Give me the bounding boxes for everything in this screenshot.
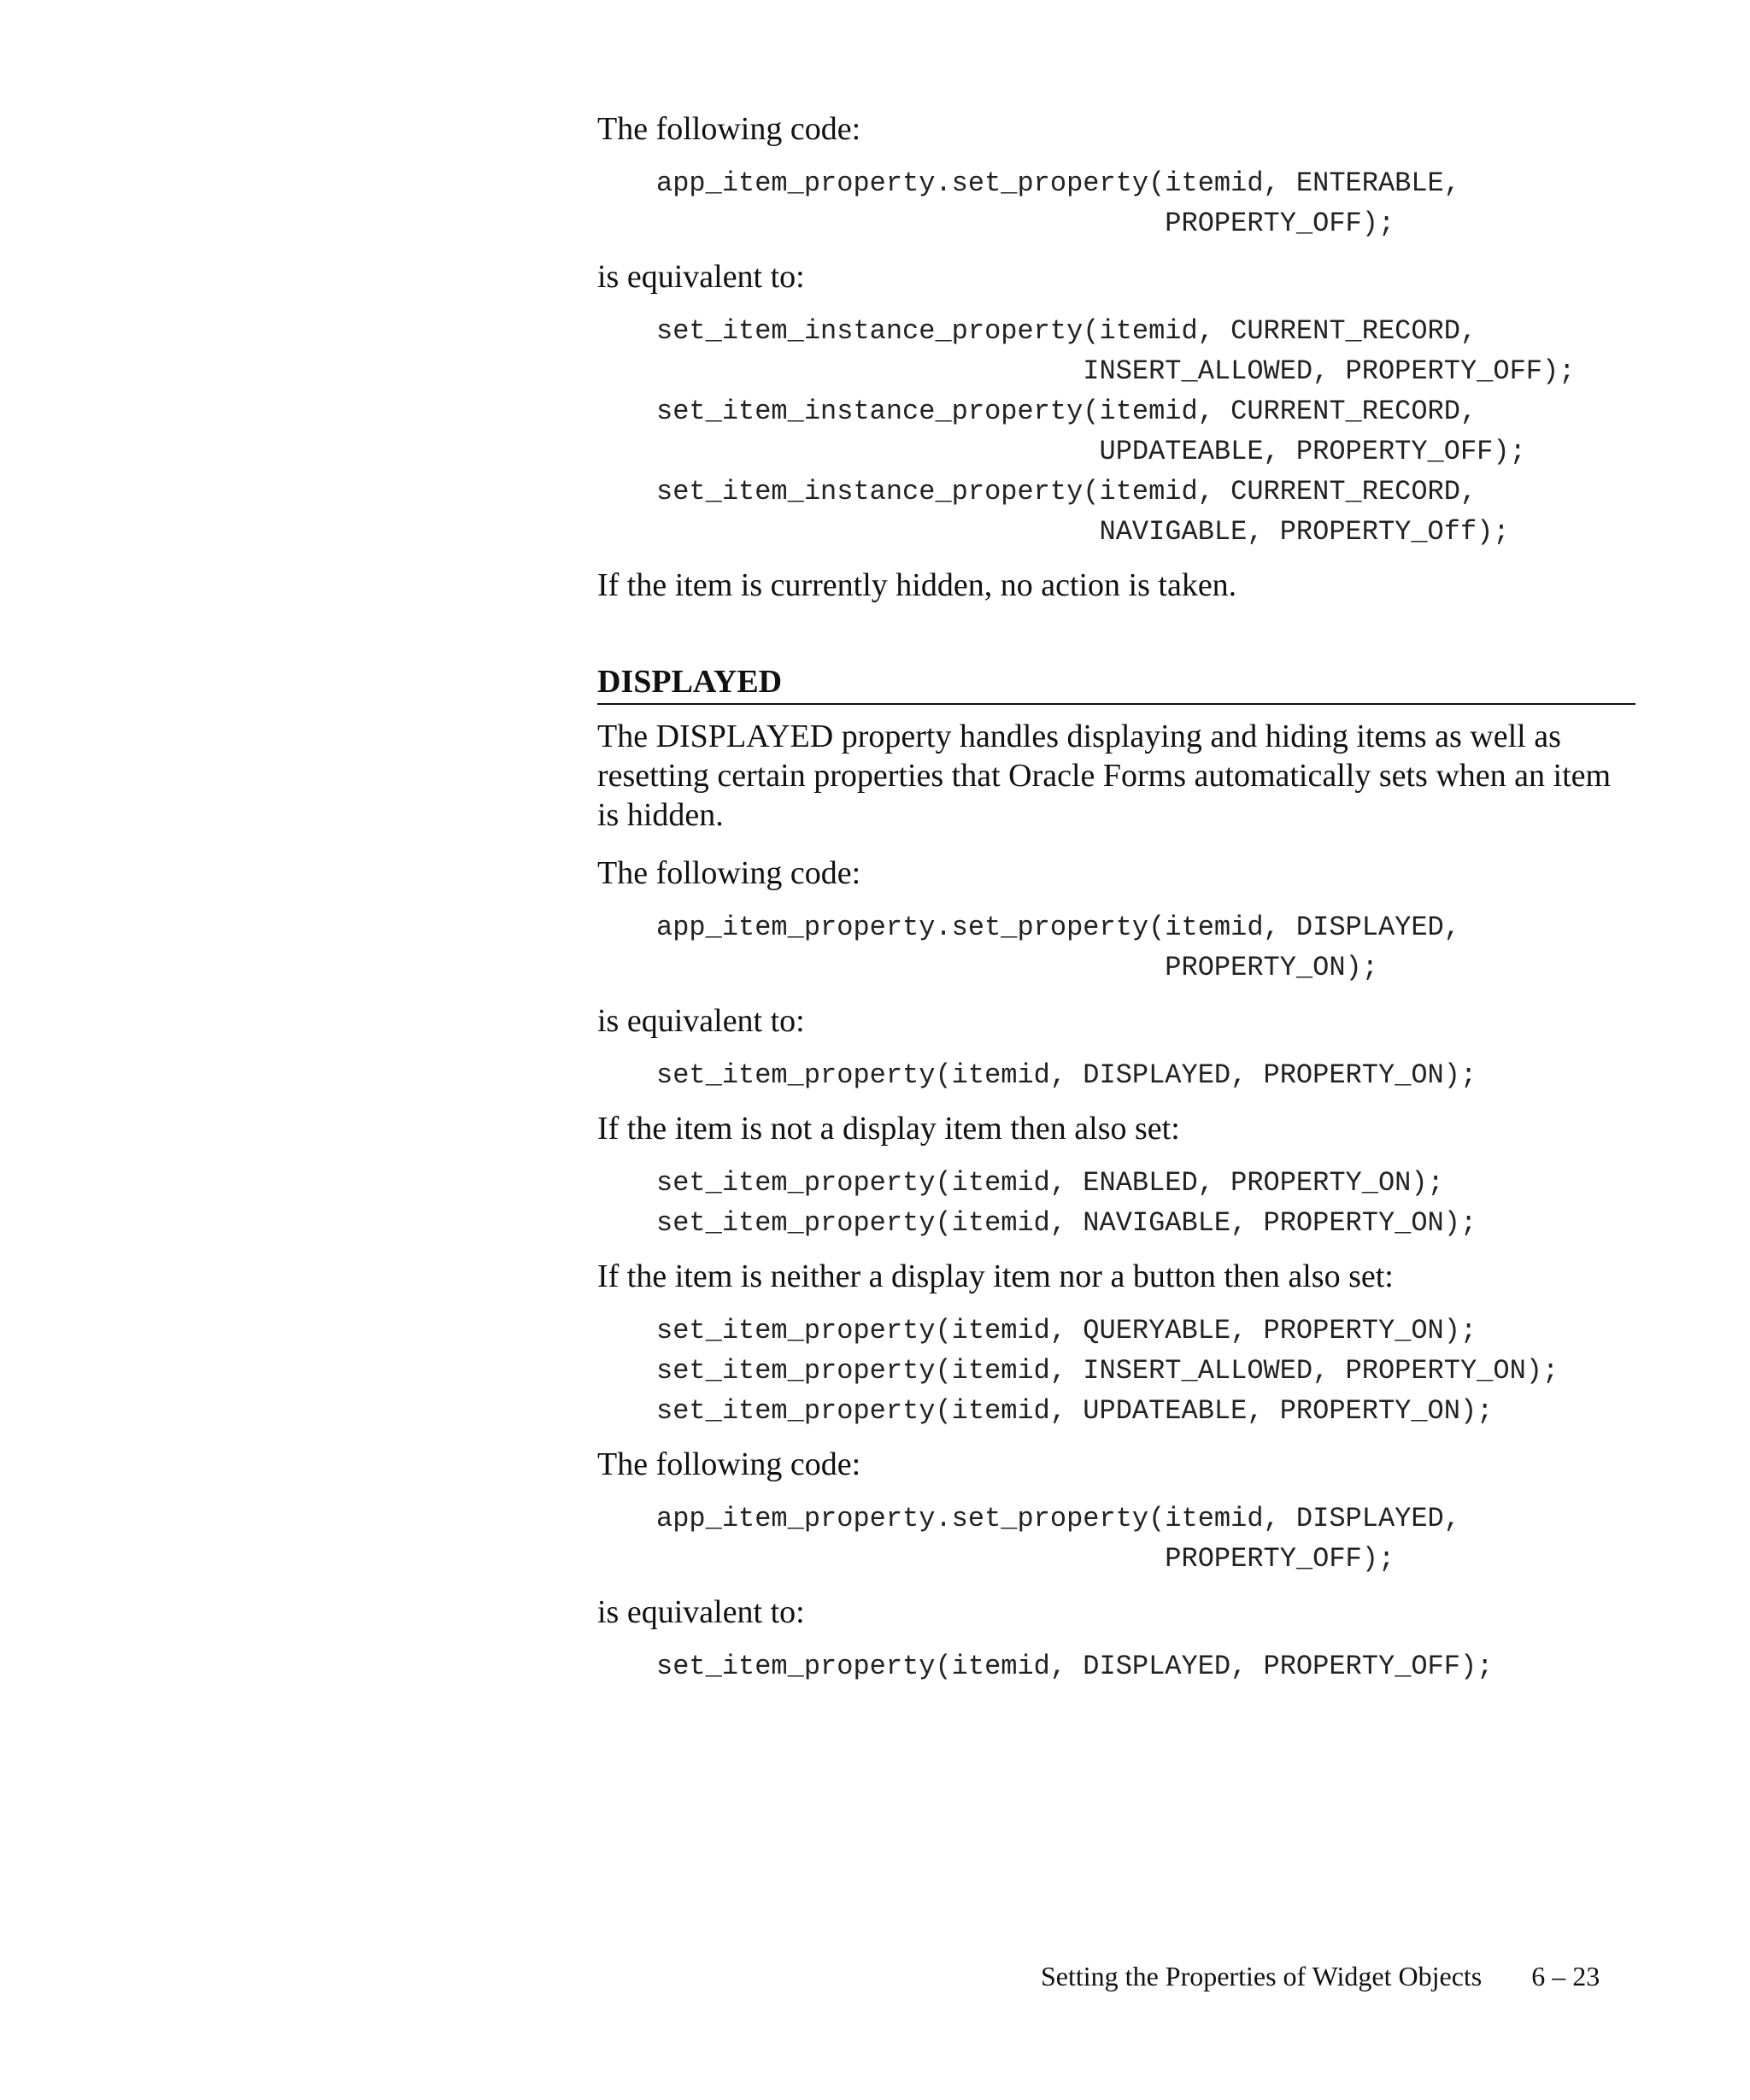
paragraph: The DISPLAYED property handles displaying and hiding items as well as resetting certain properties that Oracle Forms automatically sets when an item is hidden. — [597, 719, 1612, 833]
code-block: app_item_property.set_property(itemid, DISPLAYED, PROPERTY_ON); — [656, 912, 1460, 983]
paragraph: The following code: — [597, 111, 861, 147]
page-content — [597, 96, 1635, 1686]
section-heading: DISPLAYED — [597, 662, 1635, 705]
paragraph: If the item is currently hidden, no action is taken. — [597, 567, 1237, 603]
paragraph: If the item is not a display item then also set: — [597, 1111, 1180, 1147]
paragraph: If the item is neither a display item nor a button then also set: — [597, 1258, 1394, 1294]
code-block: set_item_property(itemid, DISPLAYED, PROPERTY_ON); — [656, 1059, 1477, 1091]
page-number: 6 – 23 — [1531, 1961, 1600, 1991]
footer-chapter-title: Setting the Properties of Widget Objects — [1041, 1961, 1483, 1991]
paragraph: is equivalent to: — [597, 1003, 805, 1039]
code-block: set_item_property(itemid, DISPLAYED, PROPERTY_OFF); — [656, 1651, 1494, 1682]
paragraph: is equivalent to: — [597, 259, 805, 295]
code-block: set_item_property(itemid, ENABLED, PROPERTY_ON); set_item_property(itemid, NAVIGABLE, PROPERTY_ON); — [656, 1167, 1477, 1239]
code-block: set_item_instance_property(itemid, CURRENT_RECORD, INSERT_ALLOWED, PROPERTY_OFF); set_item_instance_property(itemid, CURRENT_RECORD, UPDATEABLE, PROPERTY_OFF); set_item_instance_property(itemid, CURRENT_RECORD, NAVIGABLE, PROPERTY_Off); — [656, 315, 1576, 548]
page-footer — [1041, 1959, 1639, 1993]
code-block: set_item_property(itemid, QUERYABLE, PROPERTY_ON); set_item_property(itemid, INSERT_ALLOWED, PROPERTY_ON); set_item_property(itemid, UPDATEABLE, PROPERTY_ON); — [656, 1315, 1559, 1427]
code-block: app_item_property.set_property(itemid, ENTERABLE, PROPERTY_OFF); — [656, 167, 1460, 239]
paragraph: is equivalent to: — [597, 1594, 805, 1630]
code-block: app_item_property.set_property(itemid, DISPLAYED, PROPERTY_OFF); — [656, 1503, 1460, 1575]
paragraph: The following code: — [597, 855, 861, 891]
paragraph: The following code: — [597, 1446, 861, 1482]
